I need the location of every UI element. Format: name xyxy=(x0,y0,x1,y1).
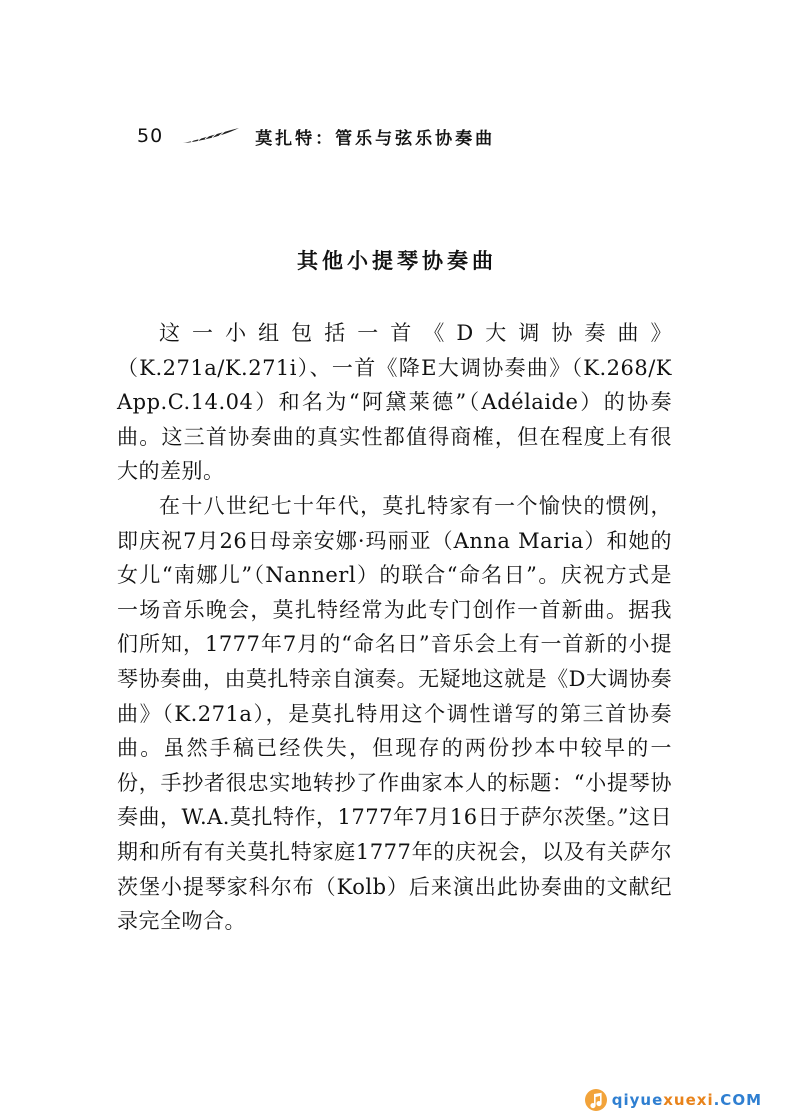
running-title: 莫扎特：管乐与弦乐协奏曲 xyxy=(255,128,496,149)
paragraph: 在十八世纪七十年代，莫扎特家有一个愉快的惯例，即庆祝7月26日母亲安娜·玛丽亚（Anna Maria）和她的女儿“南娜儿”（Nannerl）的联合“命名日”。庆祝方式是一场音乐晚会，莫扎特经常为此专门创作一首新曲。据我们所知，1777年7月的“命名日”音乐会上有一首新的小提琴协奏曲，由莫扎特亲自演奏。无疑地这就是《D大调协奏曲》（K.271a），是莫扎特用这个调性谱写的第三首协奏曲。虽然手稿已经佚失，但现存的两份抄本中较早的一份，手抄者很忠实地转抄了作曲家本人的标题：“小提琴协奏曲，W.A.莫扎特作，1777年7月16日于萨尔茨堡。”这日期和所有有关莫扎特家庭1777年的庆祝会，以及有关萨尔茨堡小提琴家科尔布（Kolb）后来演出此协奏曲的文献纪录完全吻合。 xyxy=(117,493,672,934)
watermark-text: qiyuexuexi.COM xyxy=(611,1091,762,1109)
paragraph: 这一小组包括一首《D大调协奏曲》（K.271a/K.271i）、一首《降E大调协奏曲》（K.268/K App.C.14.04）和名为“阿黛莱德”（Adélaide）的协奏曲。这三首协奏曲的真实性都值得商榷，但在程度上有很大的差别。 xyxy=(117,321,672,484)
page-number: 50 xyxy=(137,125,164,147)
section-title: 其他小提琴协奏曲 xyxy=(297,248,497,273)
page-header xyxy=(137,122,495,150)
body-text xyxy=(117,316,672,939)
watermark xyxy=(584,1088,762,1112)
music-note-logo-icon xyxy=(584,1088,608,1112)
quill-pen-icon xyxy=(181,126,241,146)
